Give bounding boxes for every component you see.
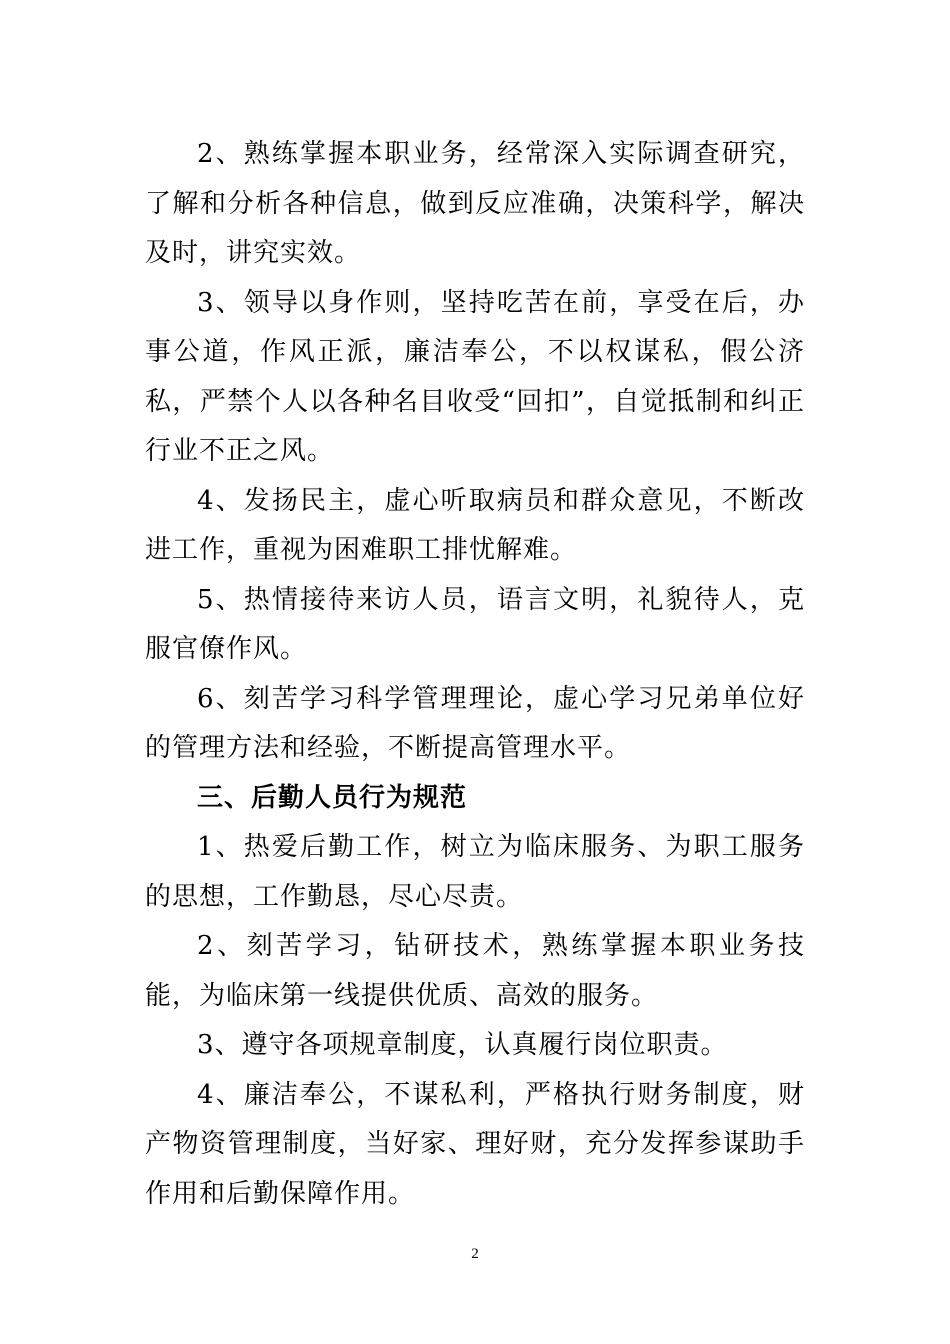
paragraph-leader-item-2: 2、熟练掌握本职业务，经常深入实际调查研究，了解和分析各种信息，做到反应准确，决策科学，解决及时，讲究实效。 — [145, 139, 805, 268]
paragraph-leader-item-6: 6、刻苦学习科学管理理论，虚心学习兄弟单位好的管理方法和经验，不断提高管理水平。 — [145, 683, 805, 763]
paragraph-logistics-item-1: 1、热爱后勤工作，树立为临床服务、为职工服务的思想，工作勤恳，尽心尽责。 — [145, 832, 805, 912]
paragraph-logistics-item-3: 3、遵守各项规章制度，认真履行岗位职责。 — [197, 1030, 728, 1060]
paragraph-logistics-item-4: 4、廉洁奉公，不谋私利，严格执行财务制度，财产物资管理制度，当好家、理好财，充分发挥参谋助手作用和后勤保障作用。 — [145, 1079, 805, 1209]
paragraph-leader-item-3: 3、领导以身作则，坚持吃苦在前，享受在后，办事公道，作风正派，廉洁奉公，不以权谋私，假公济私，严禁个人以各种名目收受“回扣”，自觉抵制和纠正行业不正之风。 — [145, 287, 805, 466]
paragraph-leader-item-4: 4、发扬民主，虚心听取病员和群众意见，不断改进工作，重视为困难职工排忧解难。 — [145, 485, 805, 565]
page-number: 2 — [471, 1246, 479, 1262]
paragraph-leader-item-5: 5、热情接待来访人员，语言文明，礼貌待人，克服官僚作风。 — [145, 584, 805, 664]
paragraph-logistics-item-2: 2、刻苦学习，钻研技术，熟练掌握本职业务技能，为临床第一线提供优质、高效的服务。 — [145, 931, 805, 1011]
document-body — [145, 130, 805, 1219]
section-heading-logistics: 三、后勤人员行为规范 — [197, 782, 468, 813]
